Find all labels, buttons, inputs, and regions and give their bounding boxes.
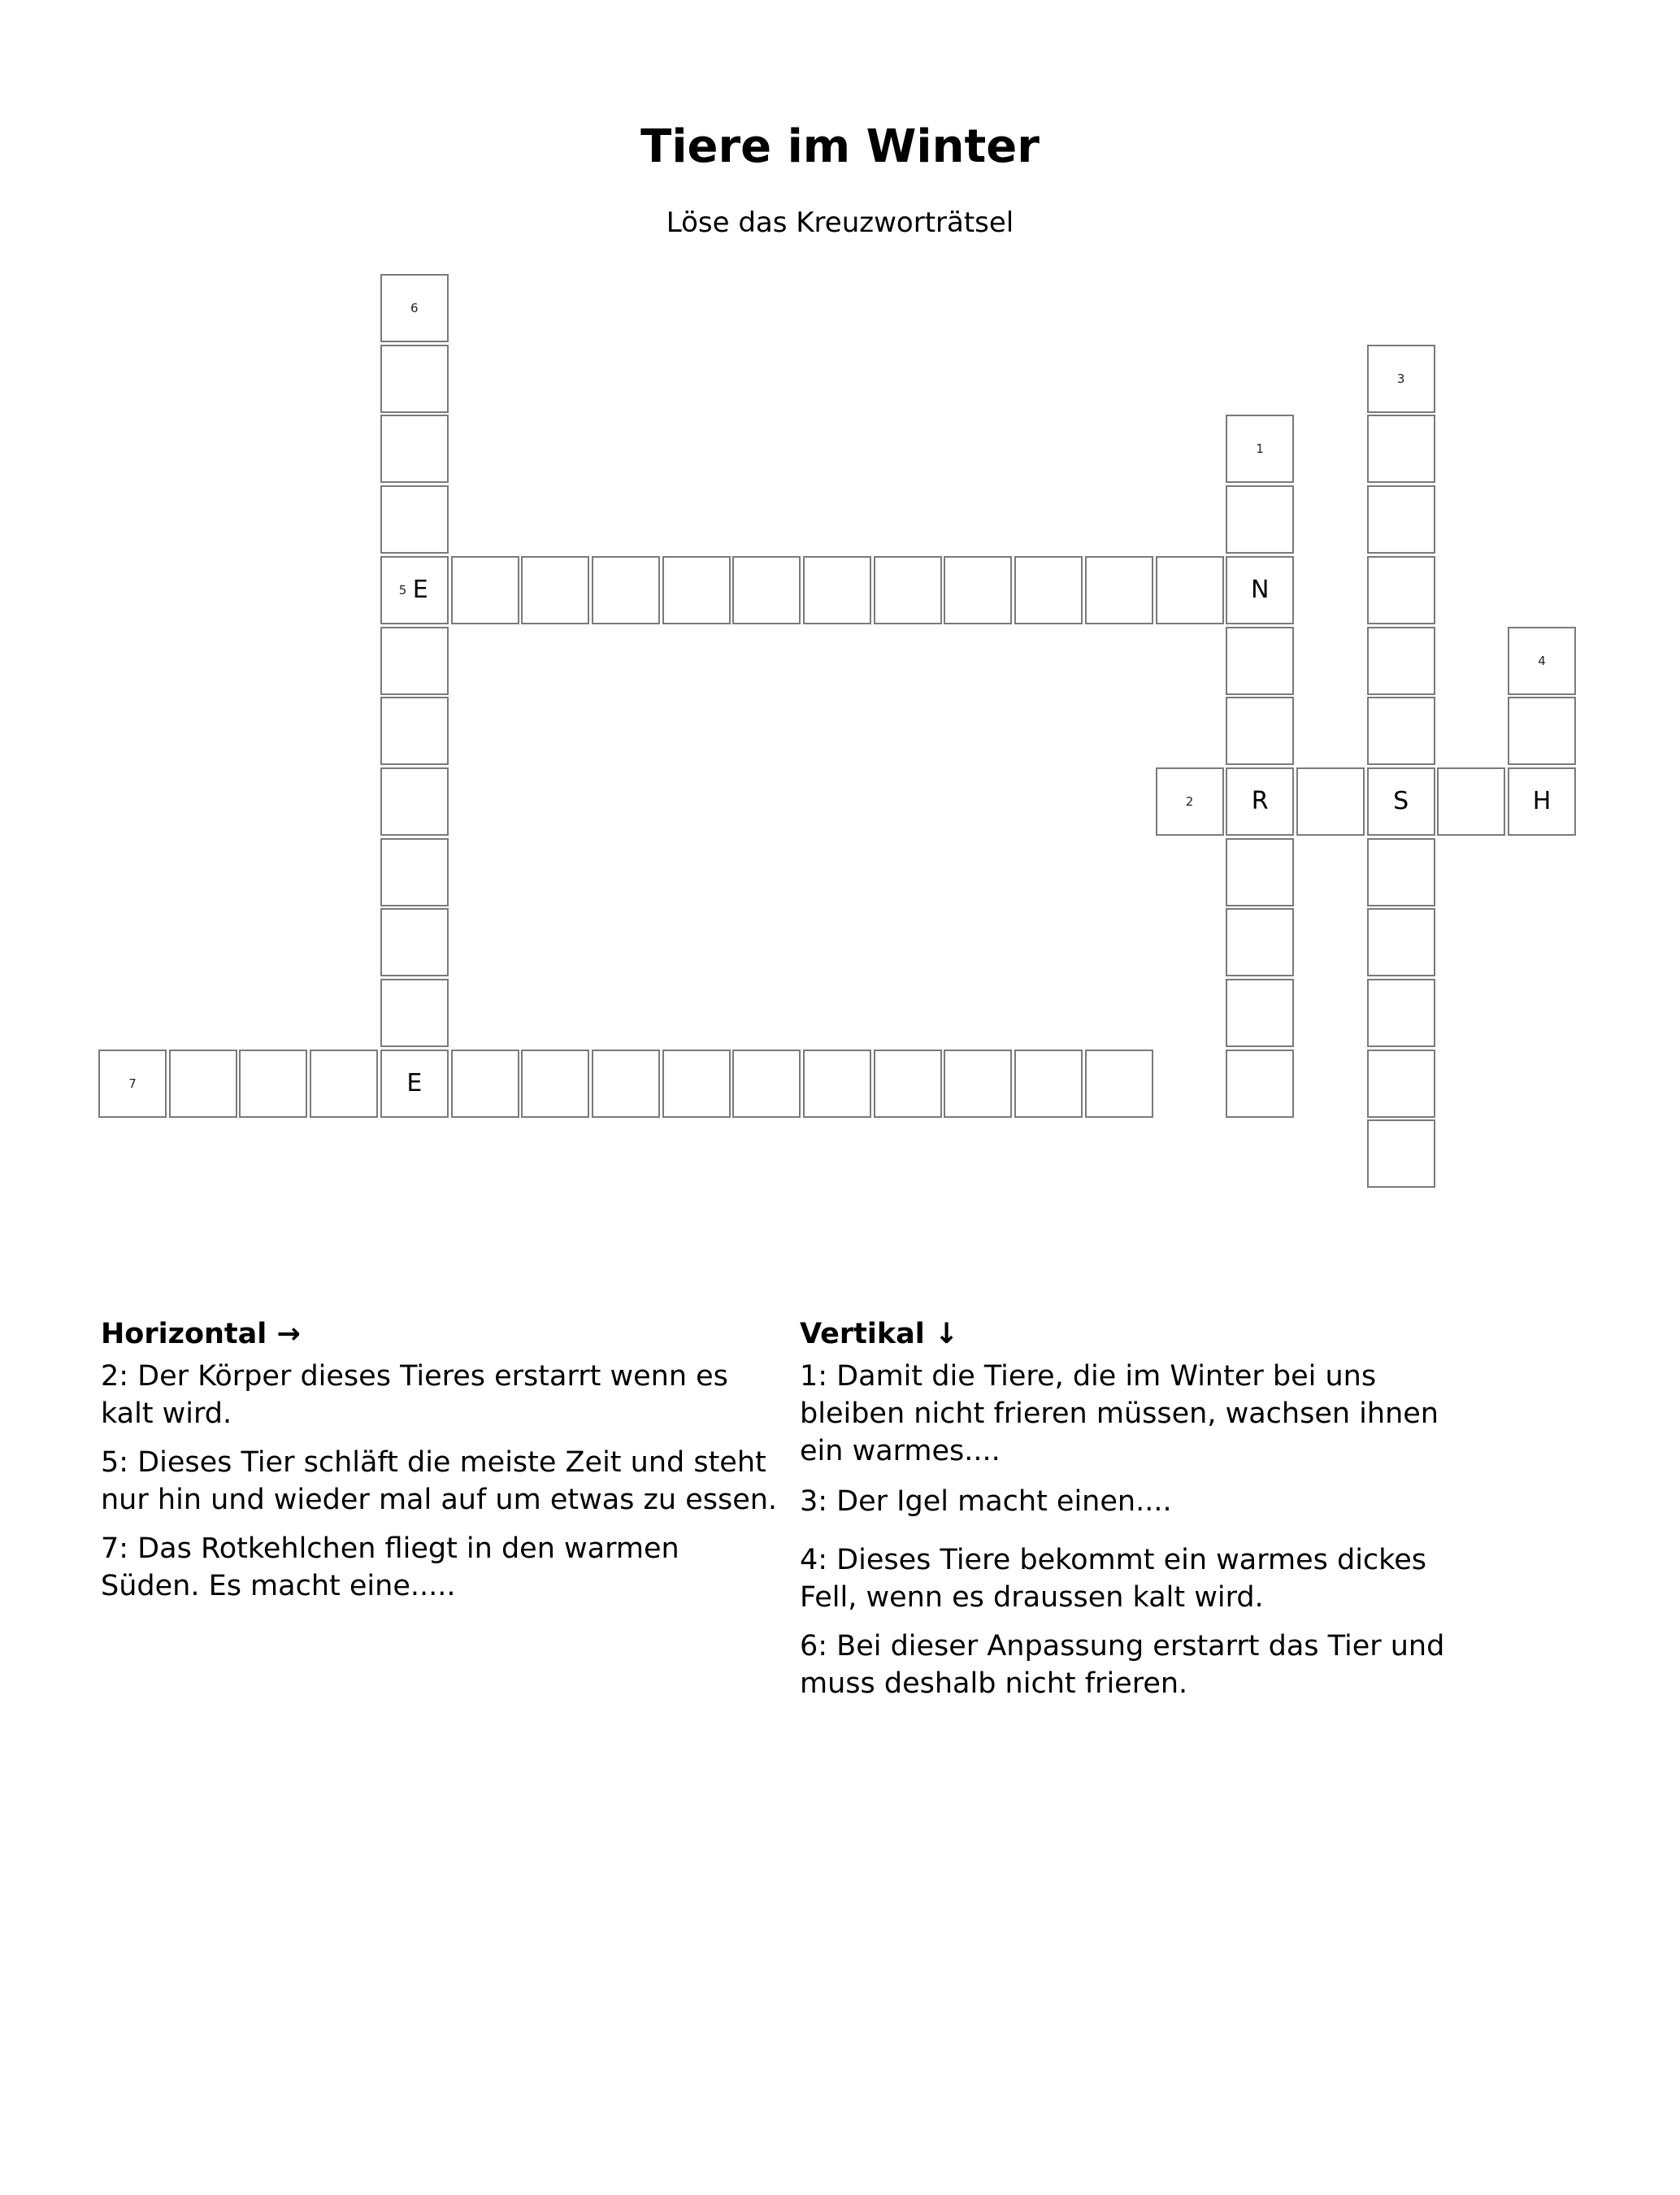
clue-vertical-3: 3: Der Igel macht einen.... [800, 1485, 1172, 1518]
crossword-cell[interactable] [1367, 1050, 1435, 1118]
crossword-cell[interactable] [944, 556, 1012, 624]
page-title: Tiere im Winter [640, 120, 1040, 173]
crossword-cell[interactable] [1367, 767, 1435, 836]
crossword-cell[interactable] [380, 838, 449, 906]
crossword-cell[interactable] [380, 979, 449, 1047]
clues-horizontal [101, 1315, 784, 1616]
crossword-cell[interactable] [1226, 767, 1294, 836]
crossword-cell[interactable] [1226, 838, 1294, 906]
crossword-cell[interactable] [662, 1050, 731, 1118]
crossword-cell[interactable] [1367, 415, 1435, 483]
cell-letter: H [1532, 787, 1552, 816]
crossword-cell[interactable] [1296, 767, 1365, 836]
crossword-cell[interactable] [380, 908, 449, 976]
crossword-cell[interactable] [1226, 697, 1294, 765]
page-subtitle: Löse das Kreuzworträtsel [666, 206, 1014, 239]
crossword-cell[interactable] [521, 556, 589, 624]
crossword-cell[interactable] [169, 1050, 237, 1118]
clues-horizontal-heading: Horizontal → [101, 1318, 301, 1350]
clue-number: 4 [1538, 653, 1546, 668]
crossword-cell[interactable] [1014, 1050, 1083, 1118]
clue-number: 2 [1185, 793, 1194, 809]
crossword-cell[interactable] [1508, 627, 1576, 695]
clue-vertical-4: 4: Dieses Tiere bekommt ein warmes dickes Fell, wenn es draussen kalt wird. [800, 1544, 1426, 1614]
crossword-cell[interactable] [874, 556, 942, 624]
cell-letter: N [1250, 576, 1270, 605]
crossword-cell[interactable] [1226, 485, 1294, 554]
crossword-cell[interactable] [874, 1050, 942, 1118]
crossword-cell[interactable] [1085, 556, 1153, 624]
crossword-cell[interactable] [1156, 767, 1224, 836]
crossword-cell[interactable] [380, 767, 449, 836]
clue-vertical-1: 1: Damit die Tiere, die im Winter bei uns bleiben nicht frieren müssen, wachsen ihnen ein warmes.... [800, 1360, 1439, 1467]
crossword-cell[interactable] [1367, 908, 1435, 976]
cell-letter: S [1393, 787, 1409, 816]
crossword-cell[interactable] [1508, 697, 1576, 765]
crossword-cell[interactable] [98, 1050, 167, 1118]
crossword-cell[interactable] [380, 697, 449, 765]
crossword-cell[interactable] [380, 345, 449, 413]
crossword-cell[interactable] [732, 556, 801, 624]
crossword-cell[interactable] [662, 556, 731, 624]
cell-letter: E [406, 1069, 423, 1098]
crossword-cell[interactable] [1367, 556, 1435, 624]
clue-horizontal-7: 7: Das Rotkehlchen fliegt in den warmen Süden. Es macht eine..... [101, 1532, 679, 1602]
clue-horizontal-2: 2: Der Körper dieses Tieres erstarrt wenn es kalt wird. [101, 1360, 728, 1430]
crossword-cell[interactable] [1367, 345, 1435, 413]
crossword-cell[interactable] [1226, 979, 1294, 1047]
crossword-cell[interactable] [1367, 627, 1435, 695]
crossword-cell[interactable] [380, 556, 449, 624]
crossword-cell[interactable] [1367, 485, 1435, 554]
crossword-cell[interactable] [380, 627, 449, 695]
crossword-cell[interactable] [1014, 556, 1083, 624]
crossword-cell[interactable] [1226, 627, 1294, 695]
crossword-cell[interactable] [1437, 767, 1505, 836]
crossword-cell[interactable] [451, 556, 519, 624]
clue-number: 3 [1396, 371, 1405, 386]
cell-letter: E [412, 576, 428, 605]
crossword-cell[interactable] [1226, 415, 1294, 483]
crossword-cell[interactable] [1226, 1050, 1294, 1118]
crossword-cell[interactable] [1226, 908, 1294, 976]
clue-vertical-6: 6: Bei dieser Anpassung erstarrt das Tier und muss deshalb nicht frieren. [800, 1630, 1445, 1700]
crossword-cell[interactable] [592, 556, 660, 624]
clues-vertical [800, 1315, 1482, 1714]
crossword-cell[interactable] [732, 1050, 801, 1118]
crossword-cell[interactable] [310, 1050, 378, 1118]
crossword-cell[interactable] [451, 1050, 519, 1118]
crossword-cell[interactable] [239, 1050, 307, 1118]
crossword-cell[interactable] [380, 274, 449, 342]
crossword-cell[interactable] [380, 415, 449, 483]
crossword-cell[interactable] [1367, 697, 1435, 765]
crossword-cell[interactable] [1367, 1119, 1435, 1188]
crossword-cell[interactable] [521, 1050, 589, 1118]
clue-number: 5 [398, 582, 407, 598]
crossword-cell[interactable] [380, 485, 449, 554]
crossword-cell[interactable] [944, 1050, 1012, 1118]
crossword-cell[interactable] [380, 1050, 449, 1118]
crossword-cell[interactable] [1226, 556, 1294, 624]
cell-letter: R [1251, 787, 1269, 816]
clue-number: 6 [410, 301, 419, 315]
crossword-cell[interactable] [1367, 979, 1435, 1047]
crossword-cell[interactable] [1367, 838, 1435, 906]
clue-horizontal-5: 5: Dieses Tier schläft die meiste Zeit und steht nur hin und wieder mal auf um etwas zu essen. [101, 1446, 778, 1516]
crossword-cell[interactable] [1156, 556, 1224, 624]
clues-vertical-heading: Vertikal ↓ [800, 1318, 959, 1350]
crossword-cell[interactable] [1508, 767, 1576, 836]
crossword-cell[interactable] [803, 1050, 871, 1118]
crossword-cell[interactable] [592, 1050, 660, 1118]
crossword-cell[interactable] [803, 556, 871, 624]
clue-number: 1 [1256, 441, 1264, 457]
clue-number: 7 [128, 1076, 137, 1091]
crossword-cell[interactable] [1085, 1050, 1153, 1118]
